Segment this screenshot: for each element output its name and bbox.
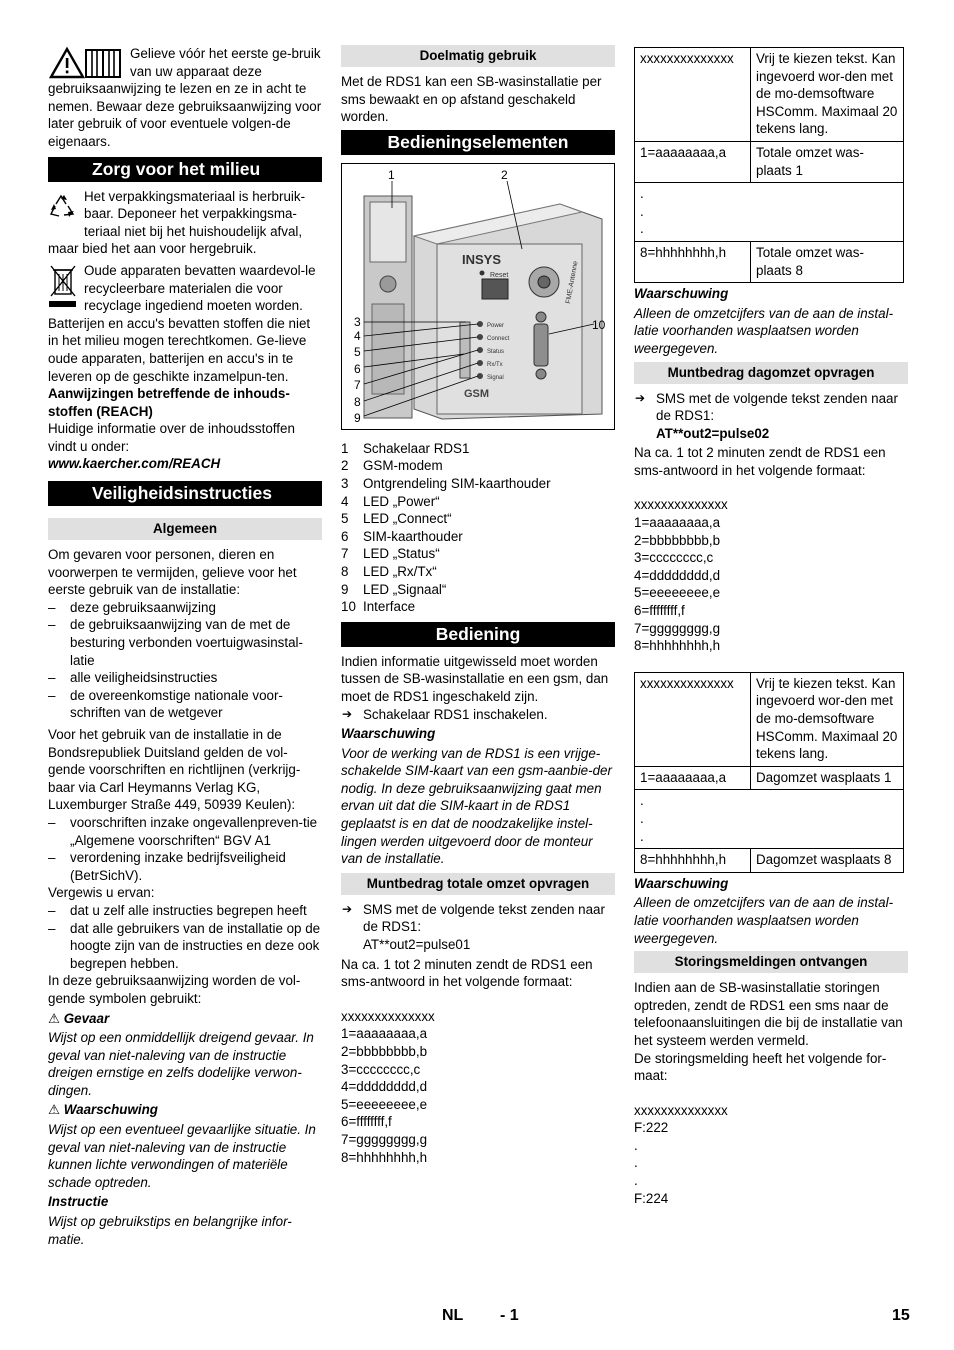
- table-row: [635, 141, 904, 182]
- totale-omzet-table: [634, 47, 904, 283]
- format-line: 4=dddddddd,d: [341, 1079, 428, 1095]
- format-line: 2=bbbbbbbb,b: [634, 532, 721, 548]
- list-item: 4 LED „Power“: [341, 493, 440, 509]
- gevaar-label-row: [48, 1010, 322, 1028]
- format-line: 2=bbbbbbbb,b: [341, 1044, 428, 1059]
- table-cell: 1=aaaaaaaa,a: [635, 141, 751, 182]
- instructie-text: Wijst op gebruikstips en belangrijke infor-matie.: [48, 1214, 292, 1247]
- totaal-format: [341, 1008, 615, 1166]
- callout-8: 8: [354, 394, 361, 409]
- table-row: [635, 183, 904, 242]
- format-line: xxxxxxxxxxxxxx: [341, 1008, 435, 1024]
- table-row: [635, 241, 904, 282]
- warning-triangle-icon: ⚠: [48, 1010, 64, 1026]
- callout-10: 10: [592, 317, 606, 332]
- weee-block: [48, 262, 322, 385]
- gsm-label: GSM: [464, 387, 490, 400]
- reset-label: Reset: [490, 271, 509, 279]
- subheading-storingsmeldingen: Storingsmeldingen ontvangen: [634, 951, 908, 973]
- led-connect-label: Connect: [487, 335, 510, 342]
- list-item: 6 SIM-kaarthouder: [341, 528, 463, 544]
- dag-text: Na ca. 1 tot 2 minuten zendt de RDS1 een sms-antwoord in het volgende formaat:: [634, 445, 886, 478]
- doel-text: Met de RDS1 kan een SB-wasinstallatie per sms bewaakt en op afstand geschakeld worden.: [341, 74, 602, 125]
- intro-text: Gelieve vóór het eerste ge-bruik van uw apparaat deze gebruiksaanwijzing te lezen en ze in acht te nemen. Bewaar deze gebruiksaanwijzing voor later gebruik of voor eventuele volgen-de eigenaars.: [48, 46, 322, 149]
- recycle-text: Het verpakkingsmateriaal is herbruik-baar. Deponeer het verpakkingsma-teriaal niet bij het huishoudelijk afval, maar bied het aan voor hergebruik.: [48, 188, 306, 257]
- waarschuwing-label: Waarschuwing: [634, 286, 729, 302]
- list-item: – dat alle gebruikers van de installatie op de hoogte zijn van de instructies en deze ook begrepen hebben.: [48, 920, 322, 973]
- callout-7: 7: [354, 377, 361, 392]
- footer-page-number: 15: [892, 1307, 910, 1324]
- storing-format: [634, 1102, 908, 1208]
- table-cell: 1=aaaaaaaa,a: [635, 766, 751, 790]
- callout-1: 1: [388, 167, 395, 182]
- format-line: 4=dddddddd,d: [634, 567, 721, 583]
- table-row: [635, 849, 904, 873]
- callout-6: 6: [354, 361, 361, 376]
- algemeen-list: [48, 599, 322, 722]
- format-line: 3=cccccccc,c: [634, 550, 714, 566]
- dagomzet-table: [634, 672, 904, 873]
- format-line: F:224: [634, 1190, 669, 1206]
- list-item: – de overeenkomstige nationale voor-schriften van de wetgever: [48, 687, 322, 722]
- algemeen-text: Om gevaren voor personen, dieren en voorwerpen te vermijden, gelieve voor het eerste gebruik van de installatie:: [48, 547, 297, 598]
- waarschuwing-label: Waarschuwing: [634, 875, 729, 891]
- list-item: – dat u zelf alle instructies begrepen heeft: [48, 902, 322, 920]
- heading-veiligheid: Veiligheidsinstructies: [48, 481, 322, 506]
- waarschuwing-text: Alleen de omzetcijfers van de aan de instal-latie voorhanden wasplaatsen worden weergegeven.: [634, 305, 894, 356]
- recycle-icon: [48, 190, 78, 224]
- callout-9: 9: [354, 410, 361, 425]
- format-line: xxxxxxxxxxxxxx: [634, 497, 728, 513]
- symbolen-text: In deze gebruiksaanwijzing worden de vol-gende symbolen gebruikt:: [48, 973, 301, 1006]
- list-item: 2 GSM-modem: [341, 458, 443, 474]
- callout-2: 2: [501, 167, 508, 182]
- storing-text-1: Indien aan de SB-wasinstallatie storingen optreden, zendt de RDS1 een sms naar de telefoonaansluitingen die bij de installatie van het systeem werden vermeld.: [634, 980, 903, 1048]
- table-cell: xxxxxxxxxxxxxx: [635, 48, 751, 142]
- format-line: 6=ffffffff,f: [341, 1114, 392, 1130]
- list-item: – verordening inzake bedrijfsveiligheid (BetrSichV).: [48, 849, 322, 884]
- elements-list: [341, 440, 615, 616]
- table-cell: 8=hhhhhhhh,h: [635, 849, 751, 873]
- format-line: 3=cccccccc,c: [341, 1061, 421, 1077]
- list-item: 8 LED „Rx/Tx“: [341, 563, 437, 579]
- list-item: 7 LED „Status“: [341, 546, 440, 562]
- vergewis-text: Vergewis u ervan:: [48, 885, 155, 901]
- led-signal-label: Signal: [487, 374, 504, 381]
- waarschuwing-label: Waarschuwing: [63, 1102, 158, 1118]
- reach-text: Huidige informatie over de inhoudsstoffen vindt u onder:: [48, 421, 295, 454]
- subheading-doelmatig: Doelmatig gebruik: [341, 45, 615, 67]
- table-cell: . . .: [635, 183, 904, 242]
- gevaar-label: Gevaar: [63, 1010, 110, 1026]
- table-cell: xxxxxxxxxxxxxx: [635, 672, 751, 766]
- column-right: [634, 47, 908, 1207]
- fme-label: FME-Antenne: [565, 260, 580, 305]
- page-sub-label: - 1: [500, 1307, 519, 1324]
- callout-3: 3: [354, 314, 361, 329]
- led-rxtx-label: Rx/Tx: [487, 361, 503, 368]
- intro-block: [48, 45, 322, 151]
- waarschuwing-text: Wijst op een eventueel gevaarlijke situatie. In geval van niet-naleving van de instructie kunnen lichte verwondingen of materiële schade optreden.: [48, 1122, 316, 1190]
- column-middle: [341, 45, 615, 1166]
- totaal-command: AT**out2=pulse01: [363, 937, 471, 953]
- table-row: [635, 48, 904, 142]
- heading-bediening: Bediening: [341, 622, 615, 647]
- waarschuwing-text: Voor de werking van de RDS1 is een vrijge-schakelde SIM-kaart van een gsm-aanbie-der nodig. In deze gebruiksaanwijzing gaat men ervan uit dat die SIM-kaart in de RDS1 geplaatst is en dat de noodzakelijke instel-lingen werden uitgevoerd door de monteur van de installatie.: [341, 745, 612, 867]
- weee-text: Oude apparaten bevatten waardevol-le recycleerbare materialen die voor recyclage ingediend moeten worden. Batterijen en accu's bevatten stoffen die niet in het milieu mogen terechtkomen. Ge-lieve oude apparaten, batterijen en accu's in te leveren op de geschikte inzamelpun-ten.: [48, 262, 316, 384]
- format-line: 7=gggggggg,g: [634, 620, 721, 636]
- rds1-device-illustration: [342, 164, 614, 429]
- format-line: 8=hhhhhhhh,h: [341, 1149, 428, 1165]
- arrow-right-icon: ➔: [342, 706, 353, 721]
- reach-title: Aanwijzingen betreffende de inhouds-stoffen (REACH): [48, 386, 290, 419]
- format-line: 5=eeeeeeee,e: [634, 585, 721, 601]
- subheading-totale-omzet: Muntbedrag totale omzet opvragen: [341, 873, 615, 895]
- format-line: 1=aaaaaaaa,a: [634, 515, 721, 531]
- waarschuwing-label-row: [48, 1101, 322, 1119]
- table-cell: Totale omzet was-plaats 1: [751, 141, 904, 182]
- list-item: – alle veiligheidsinstructies: [48, 669, 322, 687]
- warning-manual-icon: [48, 46, 122, 80]
- callout-5: 5: [354, 344, 361, 359]
- list-item: – voorschriften inzake ongevallenpreven-tie „Algemene voorschriften“ BGV A1: [48, 814, 322, 849]
- crossed-bin-icon: [48, 262, 78, 308]
- footer-language: NL: [442, 1307, 464, 1324]
- waarschuwing-text: Alleen de omzetcijfers van de aan de instal-latie voorhanden wasplaatsen worden weergegeven.: [634, 895, 894, 946]
- totaal-text: Na ca. 1 tot 2 minuten zendt de RDS1 een sms-antwoord in het volgende formaat:: [341, 956, 593, 990]
- list-item: – de gebruiksaanwijzing van de met de besturing verbonden voertuigwasinstal-latie: [48, 616, 322, 669]
- instructie-label: Instructie: [48, 1194, 109, 1210]
- table-row: [635, 672, 904, 766]
- format-line: xxxxxxxxxxxxxx: [634, 1102, 728, 1118]
- table-cell: 8=hhhhhhhh,h: [635, 241, 751, 282]
- column-left: [48, 45, 322, 1248]
- format-line: F:222: [634, 1120, 669, 1136]
- format-line: 7=gggggggg,g: [341, 1131, 428, 1147]
- arrow-right-icon: ➔: [635, 390, 646, 405]
- format-line: .: [634, 1155, 638, 1171]
- vergewis-list: [48, 902, 322, 972]
- format-line: .: [634, 1173, 638, 1189]
- list-item: 9 LED „Signaal“: [341, 581, 447, 597]
- table-cell: Totale omzet was-plaats 8: [751, 241, 904, 282]
- bond-list: [48, 814, 322, 884]
- table-cell: Vrij te kiezen tekst. Kan ingevoerd wor-den met de mo-demsoftware HSComm. Maximaal 20 tekens lang.: [751, 672, 904, 766]
- callout-4: 4: [354, 328, 361, 343]
- bediening-text: Indien informatie uitgewisseld moet worden tussen de SB-wasinstallatie en een gsm, dan moet de RDS1 ingeschakeld zijn.: [341, 653, 609, 704]
- totaal-step: ➔ SMS met de volgende tekst zenden naar de RDS1:: [342, 901, 605, 935]
- table-cell: . . .: [635, 790, 904, 849]
- table-row: [635, 790, 904, 849]
- format-line: 8=hhhhhhhh,h: [634, 638, 721, 654]
- table-cell: Dagomzet wasplaats 1: [751, 766, 904, 790]
- list-item: 3 Ontgrendeling SIM-kaarthouder: [341, 475, 551, 491]
- table-row: [635, 766, 904, 790]
- list-item: – deze gebruiksaanwijzing: [48, 599, 322, 617]
- warning-triangle-icon: ⚠: [48, 1102, 64, 1118]
- waarschuwing-label: Waarschuwing: [341, 726, 436, 742]
- dag-step: ➔ SMS met de volgende tekst zenden naar de RDS1:: [635, 390, 898, 424]
- heading-milieu: Zorg voor het milieu: [48, 157, 322, 182]
- reach-url[interactable]: www.kaercher.com/REACH: [48, 456, 221, 472]
- bediening-step: ➔ Schakelaar RDS1 inschakelen.: [342, 706, 548, 722]
- heading-bedieningselementen: Bedieningselementen: [341, 130, 615, 155]
- list-item: 1 Schakelaar RDS1: [341, 440, 470, 456]
- format-line: .: [634, 1137, 638, 1153]
- led-status-label: Status: [487, 348, 505, 355]
- list-item: 10 Interface: [341, 599, 416, 615]
- brand-label: INSYS: [462, 251, 502, 267]
- gevaar-text: Wijst op een onmiddellijk dreigend gevaar. In geval van niet-naleving van de instructie dreigen ernstige en zelfs dodelijke verwon-dingen.: [48, 1030, 314, 1098]
- subheading-dagomzet: Muntbedrag dagomzet opvragen: [634, 362, 908, 384]
- list-item: 5 LED „Connect“: [341, 511, 452, 527]
- device-figure: [341, 163, 615, 430]
- subheading-algemeen: Algemeen: [48, 518, 322, 540]
- dag-command: AT**out2=pulse02: [656, 425, 770, 441]
- format-line: 6=ffffffff,f: [634, 603, 685, 619]
- table-cell: Vrij te kiezen tekst. Kan ingevoerd wor-den met de mo-demsoftware HSComm. Maximaal 20 tekens lang.: [751, 48, 904, 142]
- table-cell: Dagomzet wasplaats 8: [751, 849, 904, 873]
- dag-format: [634, 496, 908, 654]
- bond-text: Voor het gebruik van de installatie in de Bondsrepubliek Duitsland gelden de vol-gende voorschriften en richtlijnen (verkrijg-baar via Carl Heymanns Verlag KG, Luxemburger Straße 449, 50939 Keulen):: [48, 727, 301, 813]
- storing-text-2: De storingsmelding heeft het volgende for-maat:: [634, 1050, 887, 1084]
- format-line: 5=eeeeeeee,e: [341, 1096, 428, 1112]
- led-power-label: Power: [487, 322, 505, 329]
- recycle-block: [48, 188, 322, 258]
- format-line: 1=aaaaaaaa,a: [341, 1026, 428, 1042]
- footer-page-sub: [500, 1307, 519, 1325]
- arrow-right-icon: ➔: [342, 901, 353, 916]
